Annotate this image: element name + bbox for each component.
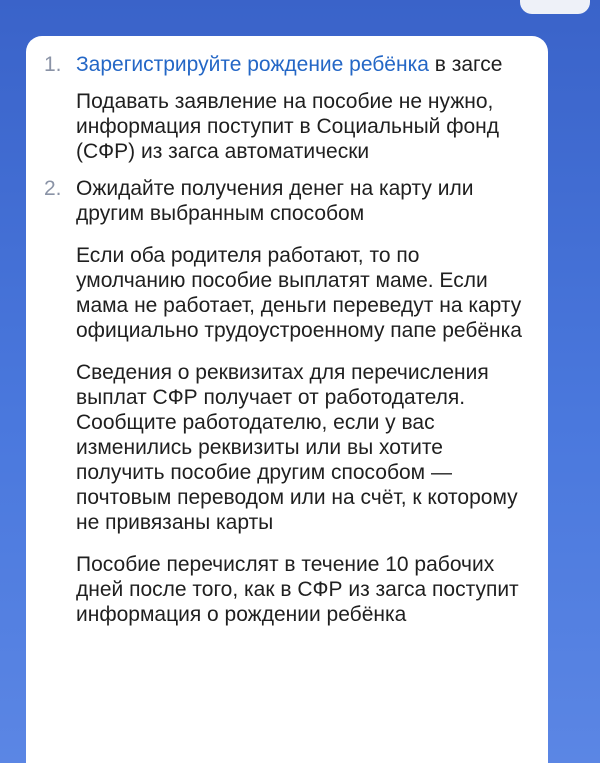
step-1-title-rest: в загсе xyxy=(428,53,503,76)
top-right-button[interactable] xyxy=(520,0,590,14)
step-1-number: 1. xyxy=(44,53,62,76)
step-2-paragraph-3: Пособие перечислят в течение 10 рабочих дней после того, как в СФР из загса поступит информация о рождении ребёнка xyxy=(76,553,519,626)
step-2-title: Ожидайте получения денег на карту или другим выбранным способом xyxy=(76,177,474,225)
register-birth-link[interactable]: Зарегистрируйте рождение ребёнка xyxy=(76,53,429,76)
step-2-number: 2. xyxy=(44,177,62,200)
step-2-body xyxy=(76,176,524,627)
step-1-body xyxy=(76,52,524,77)
step-2 xyxy=(44,176,524,627)
step-2-paragraph-1: Если оба родителя работают, то по умолчанию пособие выплатят маме. Если мама не работает, деньги переведут на карту официально трудоустроенному папе ребёнка xyxy=(76,244,522,342)
step-1 xyxy=(44,52,524,77)
instructions-card xyxy=(26,36,548,763)
step-2-paragraph-2: Сведения о реквизитах для перечисления выплат СФР получает от работодателя. Сообщите работодателю, если у вас изменились реквизиты или вы хотите получить пособие другим способом — почтовым переводом или на счёт, к которому не привязаны карты xyxy=(76,361,518,534)
step-1-paragraph-1: Подавать заявление на пособие не нужно, информация поступит в Социальный фонд (СФР) из загса автоматически xyxy=(76,90,500,163)
step-1-title xyxy=(76,52,524,77)
